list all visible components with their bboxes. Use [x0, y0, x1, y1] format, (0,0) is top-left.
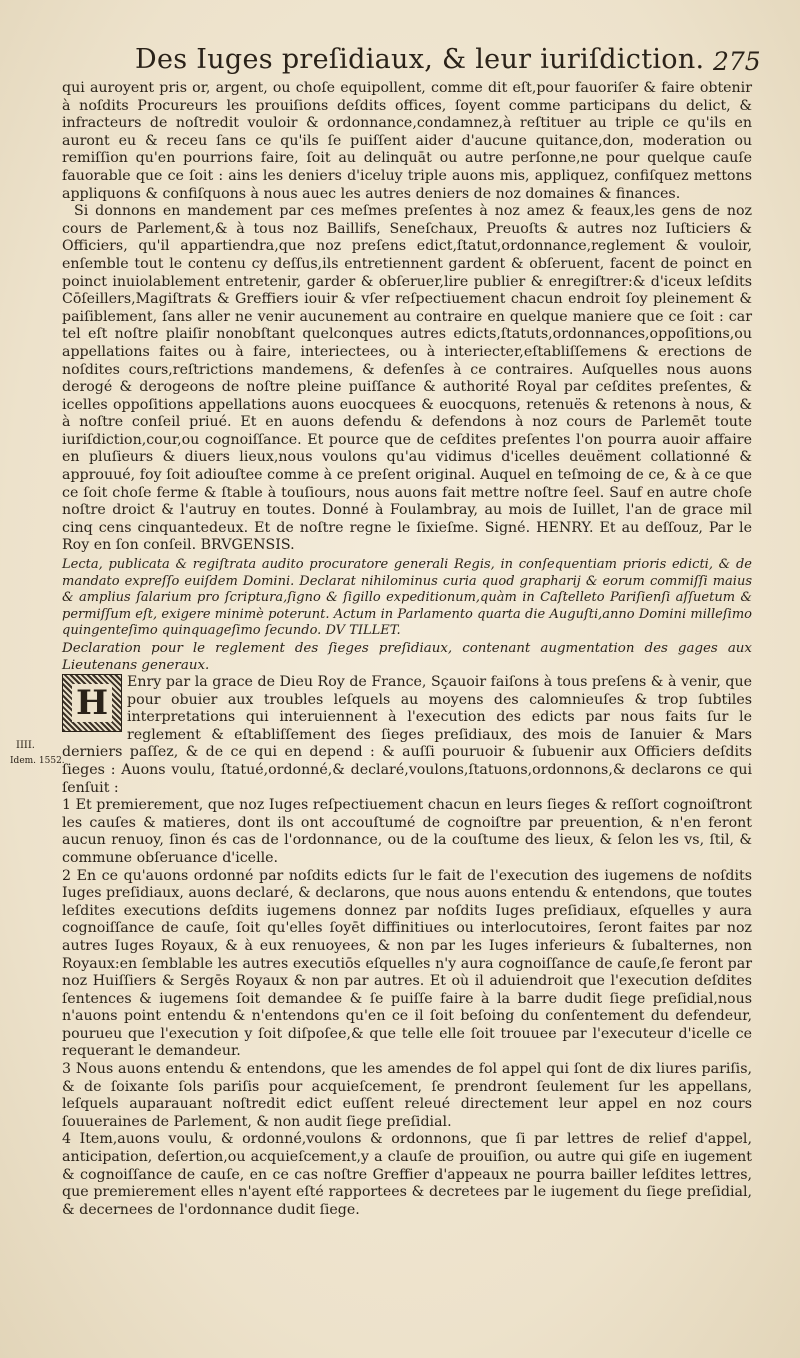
- page-number: 275: [713, 47, 761, 76]
- article-4: 4 Item,auons voulu, & ordonné,voulons & ordonnons, que ſi par lettres de relief d'appel, anticipation, deſertion,ou acquieſcement,y a clauſe de prouiſion, ou autre qui giſe en iugement & cognoiſſance de cauſe, en ce cas noſtre Greffier d'appeaux ne pourra bailler leſdites lettres, que premierement elles n'ayent eſté rapportees & decretees par le iugement du ſiege preſidial, & decernees de l'ordonnance dudit ſiege.: [62, 1131, 752, 1218]
- paragraph-3: [62, 674, 752, 797]
- declaration-title: Declaration pour le reglement des ſieges preſidiaux, contenant augmentation des gages aux Lieutenans generaux.: [62, 641, 752, 673]
- running-header: Des Iuges preſidiaux, & leur iuriſdiction.: [135, 44, 705, 75]
- paragraph-3-text: Enry par la grace de Dieu Roy de France, Sçauoir faiſons à tous preſens & à venir, que pour obuier aux troubles leſquels au moyens des calomnieuſes & trop ſubtiles interpretations qui interuiennent à l'execution des edicts par nous faits ſur le reglement & eſtabliſſement des ſieges preſidiaux, des mois de Ianuier & Mars derniers paſſez, & de ce qui en depend : & auſſi pouruoir & ſubuenir aux Officiers deſdits ſieges : Auons voulu, ſtatué,ordonné,& declaré,voulons,ſtatuons,ordonnons,& declarons ce qui ſenſuit :: [62, 674, 752, 796]
- article-2: 2 En ce qu'auons ordonné par noſdits edicts ſur le fait de l'execution des iugemens de noſdits Iuges preſidiaux, auons declaré, & declarons, que nous auons entendu & entendons, que toutes leſdites executions deſdits iugemens donnez par noſdits Iuges preſidiaux, eſquelles y aura cognoiſſance de cauſe, ſoit qu'elles ſoyēt diffinitiues ou interlocutoires, ſeront faites par noz autres Iuges Royaux, & à eux renuoyees, & non par les Iuges inferieurs & ſubalternes, non Royaux:en ſemblable les autres executiōs eſquelles n'y aura cognoiſſance de cauſe,ſe feront par noz Huiſſiers & Sergēs Royaux & non par autres. Et où il aduiendroit que l'execution deſdites ſentences & iugemens ſoit demandee & ſe puiſſe faire à la barre dudit ſiege preſidial,nous n'auons point entendu & n'entendons qu'en ce il ſoit beſoing du conſentement du defendeur, pourueu que l'execution y ſoit diſpoſee,& que telle elle ſoit trouuee par l'executeur d'icelle ce requerant le demandeur.: [62, 867, 752, 1060]
- margin-note-number: IIII.: [16, 740, 35, 751]
- article-3: 3 Nous auons entendu & entendons, que les amendes de fol appel qui ſont de dix liures pariſis, & de ſoixante ſols pariſis pour acquieſcement, ſe prendront ſeulement ſur les appellans, leſquels auparauant noſtredit edict euſſent releué directement leur appel en noz cours ſouueraines de Parlement, & non audit ſiege preſidial.: [62, 1061, 752, 1130]
- decorated-initial: H: [62, 674, 122, 732]
- margin-note-date: Idem. 1552.: [10, 756, 65, 766]
- text-body: [62, 80, 752, 1219]
- article-1: 1 Et premierement, que noz Iuges reſpectiuement chacun en leurs ſieges & reſſort cognoiſtront les cauſes & matieres, dont ils ont accouſtumé de cognoiſtre par preuention, & n'en feront aucun renuoy, ſinon és cas de l'ordonnance, ou de la couſtume des lieux, & ſelon les vs, ſtil, & commune obſeruance d'icelle.: [62, 797, 752, 866]
- paragraph-2: Si donnons en mandement par ces meſmes preſentes à noz amez & feaux,les gens de noz cours de Parlement,& à tous noz Baillifs, Seneſchaux, Preuoſts & autres noz Iuſticiers & Officiers, qu'il appartiendra,que noz preſens edict,ſtatut,ordonnance,reglement & vouloir, enſemble tout le contenu cy deſſus,ils entretiennent gardent & obſeruent, facent de poinct en poinct inuiolablement entretenir, garder & obſeruer,lire publier & enregiſtrer:& d'iceux leſdits Cōſeillers,Magiſtrats & Greffiers iouir & vſer reſpectiuement chacun endroit ſoy pleinement & paiſiblement, ſans aller ne venir aucunement au contraire en quelque maniere que ce ſoit : car tel eſt noſtre plaiſir nonobſtant quelconques autres edicts,ſtatuts,ordonnances,oppoſitions,ou appellations faites ou à faire, interiectees, ou à interiecter,eſtabliſſemens & erections de noſdites cours,reſtrictions mandemens, & defenſes à ce contraires. Auſquelles nous auons derogé & derogeons de noſtre pleine puiſſance & authorité Royal par ceſdites preſentes, & icelles oppoſitions appellations auons euocquees & euocquons, retenuës & retenons à nous, & à noſtre conſeil priué. Et en auons defendu & defendons à noz cours de Parlemēt toute iuriſdiction,cour,ou cognoiſſance. Et pource que de ceſdites preſentes l'on pourra auoir affaire en pluſieurs & diuers lieux,nous voulons qu'au vidimus d'icelles deuëment collationné & approuué, foy ſoit adiouſtee comme à ce preſent original. Auquel en teſmoing de ce, & à ce que ce ſoit choſe ferme & ſtable à touſiours, nous auons fait mettre noſtre ſeel. Sauf en autre choſe noſtre droict & l'autruy en toutes. Donné à Foulambray, au mois de Iuillet, l'an de grace mil cinq cens cinquantedeux. Et de noſtre regne le ſixieſme. Signé. HENRY. Et au deſſouz, Par le Roy en ſon conſeil. BRVGENSIS.: [62, 203, 752, 554]
- latin-registration: Lecta, publicata & regiſtrata audito procuratore generali Regis, in conſequentiam prioris edicti, & de mandato expreſſo euiſdem Domini. Declarat nihilominus curia quod grapharij & eorum commiſſi maius & amplius ſalarium pro ſcriptura,ſigno & ſigillo expeditionum,quàm in Caſtelleto Pariſienſi aſſuetum & permiſſum eſt, exigere minimè poterunt. Actum in Parlamento quarta die Auguſti,anno Domini milleſimo quingenteſimo quinquageſimo ſecundo. DV TILLET.: [62, 557, 752, 639]
- paragraph-1: qui auroyent pris or, argent, ou choſe equipollent, comme dit eſt,pour fauoriſer & faire obtenir à noſdits Procureurs les prouiſions deſdits offices, ſoyent comme participans du delict, & infracteurs de noſtredit vouloir & ordonnance,condamnez,à reſtituer au triple ce qu'ils en auront eu & receu ſans ce qu'ils ſe puiſſent aider d'aucune quitance,don, moderation ou remiſſion qu'en pourrions faire, ſoit au delinquāt ou autre perſonne,ne pour quelque cauſe fauorable que ce ſoit : ains les deniers d'iceluy triple auons mis, appliquez, confiſquez mettons appliquons & confiſquons à nous auec les autres deniers de noz domaines & finances.: [62, 80, 752, 202]
